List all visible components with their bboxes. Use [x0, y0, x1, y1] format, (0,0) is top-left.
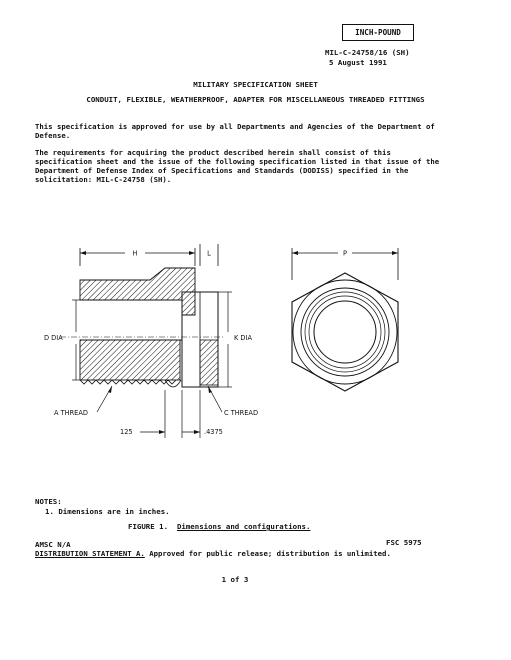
h-dimension: [80, 248, 195, 266]
page-number: 1 of 3: [221, 575, 249, 584]
h-label: H: [132, 249, 138, 258]
d-dia-label: D DIA: [44, 334, 63, 342]
notes-heading: NOTES:: [35, 497, 62, 506]
p-label: P: [343, 249, 347, 258]
adapter-side-view: [60, 268, 225, 387]
dim-125-label: 125: [120, 428, 133, 436]
a-thread-leader: [97, 386, 112, 412]
figure-caption-prefix: FIGURE 1.: [128, 522, 169, 531]
k-dia-label: K DIA: [234, 334, 252, 342]
adapter-end-view: [292, 248, 398, 391]
bottom-dimensions: [140, 390, 200, 438]
distribution-text: Approved for public release; distribution is unlimited.: [144, 549, 391, 558]
inch-pound-box: [342, 24, 414, 41]
spec-number: MIL-C-24758/16 (SH): [325, 48, 410, 57]
figure-drawing: [0, 240, 511, 440]
requirements-paragraph: The requirements for acquiring the product described herein shall consist of this specification sheet and the issue of the following specification listed in that issue of the Department of Defense Index of Specifications and Standards (DODISS) specified in the solicitation: MIL-C-24758 (SH).: [35, 148, 440, 185]
figure-caption: [128, 522, 310, 531]
distribution-statement: [35, 549, 445, 558]
d-dia-dimension: [72, 300, 80, 380]
figure-caption-text: Dimensions and configurations.: [176, 522, 311, 531]
note-item-1: 1. Dimensions are in inches.: [45, 507, 170, 516]
fsc-label: FSC 5975: [386, 538, 422, 547]
c-thread-label: C THREAD: [224, 409, 259, 417]
dim-4375-label: .4375: [204, 428, 223, 436]
spec-date: 5 August 1991: [329, 58, 387, 67]
approval-paragraph: This specification is approved for use by all Departments and Agencies of the Department of Defense.: [35, 122, 435, 141]
amsc-label: AMSC N/A: [35, 540, 71, 549]
l-label: L: [207, 249, 211, 258]
sheet-title: MILITARY SPECIFICATION SHEET: [193, 80, 318, 89]
a-thread-label: A THREAD: [54, 409, 88, 417]
distribution-label: DISTRIBUTION STATEMENT A.: [35, 549, 145, 558]
k-dia-dimension: [218, 292, 232, 387]
inch-pound-label: INCH-POUND: [355, 27, 401, 37]
subject-title: CONDUIT, FLEXIBLE, WEATHERPROOF, ADAPTER FOR MISCELLANEOUS THREADED FITTINGS: [86, 95, 425, 104]
c-thread-leader: [208, 386, 222, 412]
